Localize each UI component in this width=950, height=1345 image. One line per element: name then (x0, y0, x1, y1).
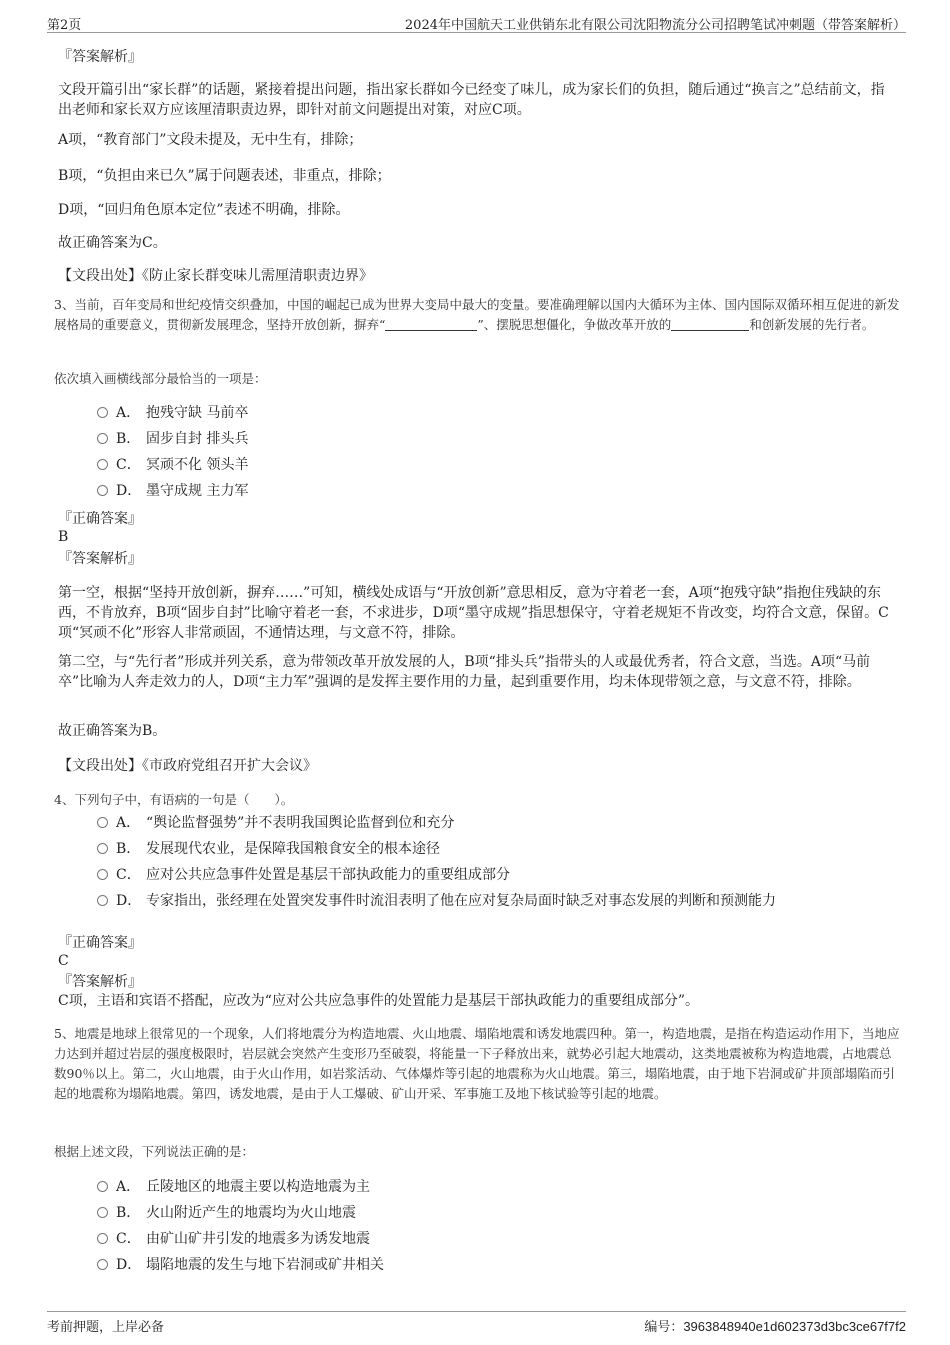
q3-source: 【文段出处】《市政府党组召开扩大会议》 (58, 758, 317, 774)
q3-analysis-title: 『答案解析』 (58, 551, 142, 567)
radio-icon[interactable] (97, 485, 108, 496)
q4-stem: 4、下列句子中，有语病的一句是（ ）。 (54, 792, 294, 807)
radio-icon[interactable] (97, 1207, 108, 1218)
q3-answer: B (58, 529, 69, 545)
document-title: 2024年中国航天工业供销东北有限公司沈阳物流分公司招聘笔试冲刺题（带答案解析） (404, 18, 906, 33)
q2-analysis-title: 『答案解析』 (58, 49, 142, 65)
q5-option-c[interactable]: C． 由矿山矿井引发的地震多为诱发地震 (97, 1229, 370, 1249)
document-code: 编号：3963848940e1d602373d3bc3ce67f7f2 (644, 1319, 906, 1334)
q3-blank-1 (385, 316, 477, 331)
q3-option-c[interactable]: C． 冥顽不化 领头羊 (97, 455, 248, 475)
page-footer (47, 1311, 906, 1335)
q5-option-a[interactable]: A． 丘陵地区的地震主要以构造地震为主 (97, 1177, 370, 1197)
page-header (47, 14, 906, 33)
q2-analysis-d: D项，“回归角色原本定位”表述不明确，排除。 (58, 202, 350, 218)
q4-analysis-title: 『答案解析』 (58, 974, 142, 990)
q2-conclusion: 故正确答案为C。 (58, 235, 167, 251)
q4-option-d[interactable]: D． 专家指出，张经理在处置突发事件时流泪表明了他在应对复杂局面时缺乏对事态发展的判断和预测能力 (97, 891, 776, 911)
radio-icon[interactable] (97, 895, 108, 906)
q4-option-b[interactable]: B． 发展现代农业，是保障我国粮食安全的根本途径 (97, 839, 440, 859)
radio-icon[interactable] (97, 1233, 108, 1244)
q2-source: 【文段出处】《防止家长群变味儿需厘清职责边界》 (58, 268, 373, 284)
q5-prompt: 根据上述文段，下列说法正确的是： (54, 1144, 255, 1159)
q4-answer-title: 『正确答案』 (58, 935, 142, 951)
q4-answer: C (58, 953, 69, 969)
q3-analysis-p1: 第一空，根据“坚持开放创新，摒弃……”可知，横线处成语与“开放创新”意思相反，意为守着老一套，A项“抱残守缺”指抱住残缺的东西，不肯放弃，B项“固步自封”比喻守着老一套，不求进步，D项“墨守成规”指思想保守，守着老规矩不肯改变，均符合文意，保留。C项“冥顽不化”形容人非常顽固，不通情达理，与文意不符，排除。 (58, 585, 889, 641)
radio-icon[interactable] (97, 843, 108, 854)
radio-icon[interactable] (97, 1181, 108, 1192)
q3-analysis-p2: 第二空，与“先行者”形成并列关系，意为带领改革开放发展的人，B项“排头兵”指带头的人或最优秀者，符合文意，当选。A项“马前卒”比喻为人奔走效力的人，D项“主力军”强调的是发挥主要作用的力量，起到重要作用，均未体现带领之意，与文意不符，排除。 (58, 654, 871, 690)
q4-analysis: C项，主语和宾语不搭配，应改为“应对公共应急事件的处置能力是基层干部执政能力的重要组成部分”。 (58, 993, 700, 1009)
radio-icon[interactable] (97, 817, 108, 828)
q3-option-d[interactable]: D． 墨守成规 主力军 (97, 481, 248, 501)
q3-blank-2 (671, 316, 749, 331)
q4-option-c[interactable]: C． 应对公共应急事件处置是基层干部执政能力的重要组成部分 (97, 865, 510, 885)
q3-prompt: 依次填入画横线部分最恰当的一项是： (54, 371, 267, 386)
radio-icon[interactable] (97, 459, 108, 470)
q4-option-a[interactable]: A． “舆论监督强势”并不表明我国舆论监督到位和充分 (97, 813, 454, 833)
q5-option-d[interactable]: D． 塌陷地震的发生与地下岩洞或矿井相关 (97, 1255, 384, 1275)
radio-icon[interactable] (97, 407, 108, 418)
q2-analysis-a: A项，“教育部门”文段未提及，无中生有，排除； (58, 132, 363, 148)
q3-answer-title: 『正确答案』 (58, 511, 142, 527)
q3-conclusion: 故正确答案为B。 (58, 723, 167, 739)
q2-analysis-p1: 文段开篇引出“家长群”的话题，紧接着提出问题，指出家长群如今已经变了味儿，成为家长们的负担，随后通过“换言之”总结前文，指出老师和家长双方应该厘清职责边界，即针对前文问题提出对策，对应C项。 (58, 82, 885, 118)
q3-stem: 3、当前，百年变局和世纪疫情交织叠加，中国的崛起已成为世界大变局中最大的变量。要准确理解以国内大循环为主体、国内国际双循环相互促进的新发展格局的重要意义，贯彻新发展理念，坚持开放创新，摒弃“ ”、摆脱思想僵化，争做改革开放的 和创新发展的先行者。 (54, 297, 900, 332)
page-number: 第2页 (47, 18, 82, 33)
radio-icon[interactable] (97, 1259, 108, 1270)
radio-icon[interactable] (97, 869, 108, 880)
footer-slogan: 考前押题，上岸必备 (47, 1320, 165, 1335)
q3-option-b[interactable]: B． 固步自封 排头兵 (97, 429, 248, 449)
q2-analysis-b: B项，“负担由来已久”属于问题表述，非重点，排除； (58, 168, 391, 184)
q5-stem: 5、地震是地球上很常见的一个现象，人们将地震分为构造地震、火山地震、塌陷地震和诱发地震四种。第一，构造地震，是指在构造运动作用下，当地应力达到并超过岩层的强度极限时，岩层就会突然产生变形乃至破裂，将能量一下子释放出来，就势必引起大地震动，这类地震被称为构造地震，占地震总数90％以上。第二，火山地震，由于火山作用，如岩浆活动、气体爆炸等引起的地震称为火山地震。第三，塌陷地震，由于地下岩洞或矿井顶部塌陷而引起的地震称为塌陷地震。第四，诱发地震，是由于人工爆破、矿山开采、军事施工及地下核试验等引起的地震。 (54, 1026, 900, 1101)
radio-icon[interactable] (97, 433, 108, 444)
q3-option-a[interactable]: A． 抱残守缺 马前卒 (97, 403, 248, 423)
q5-option-b[interactable]: B． 火山附近产生的地震均为火山地震 (97, 1203, 356, 1223)
